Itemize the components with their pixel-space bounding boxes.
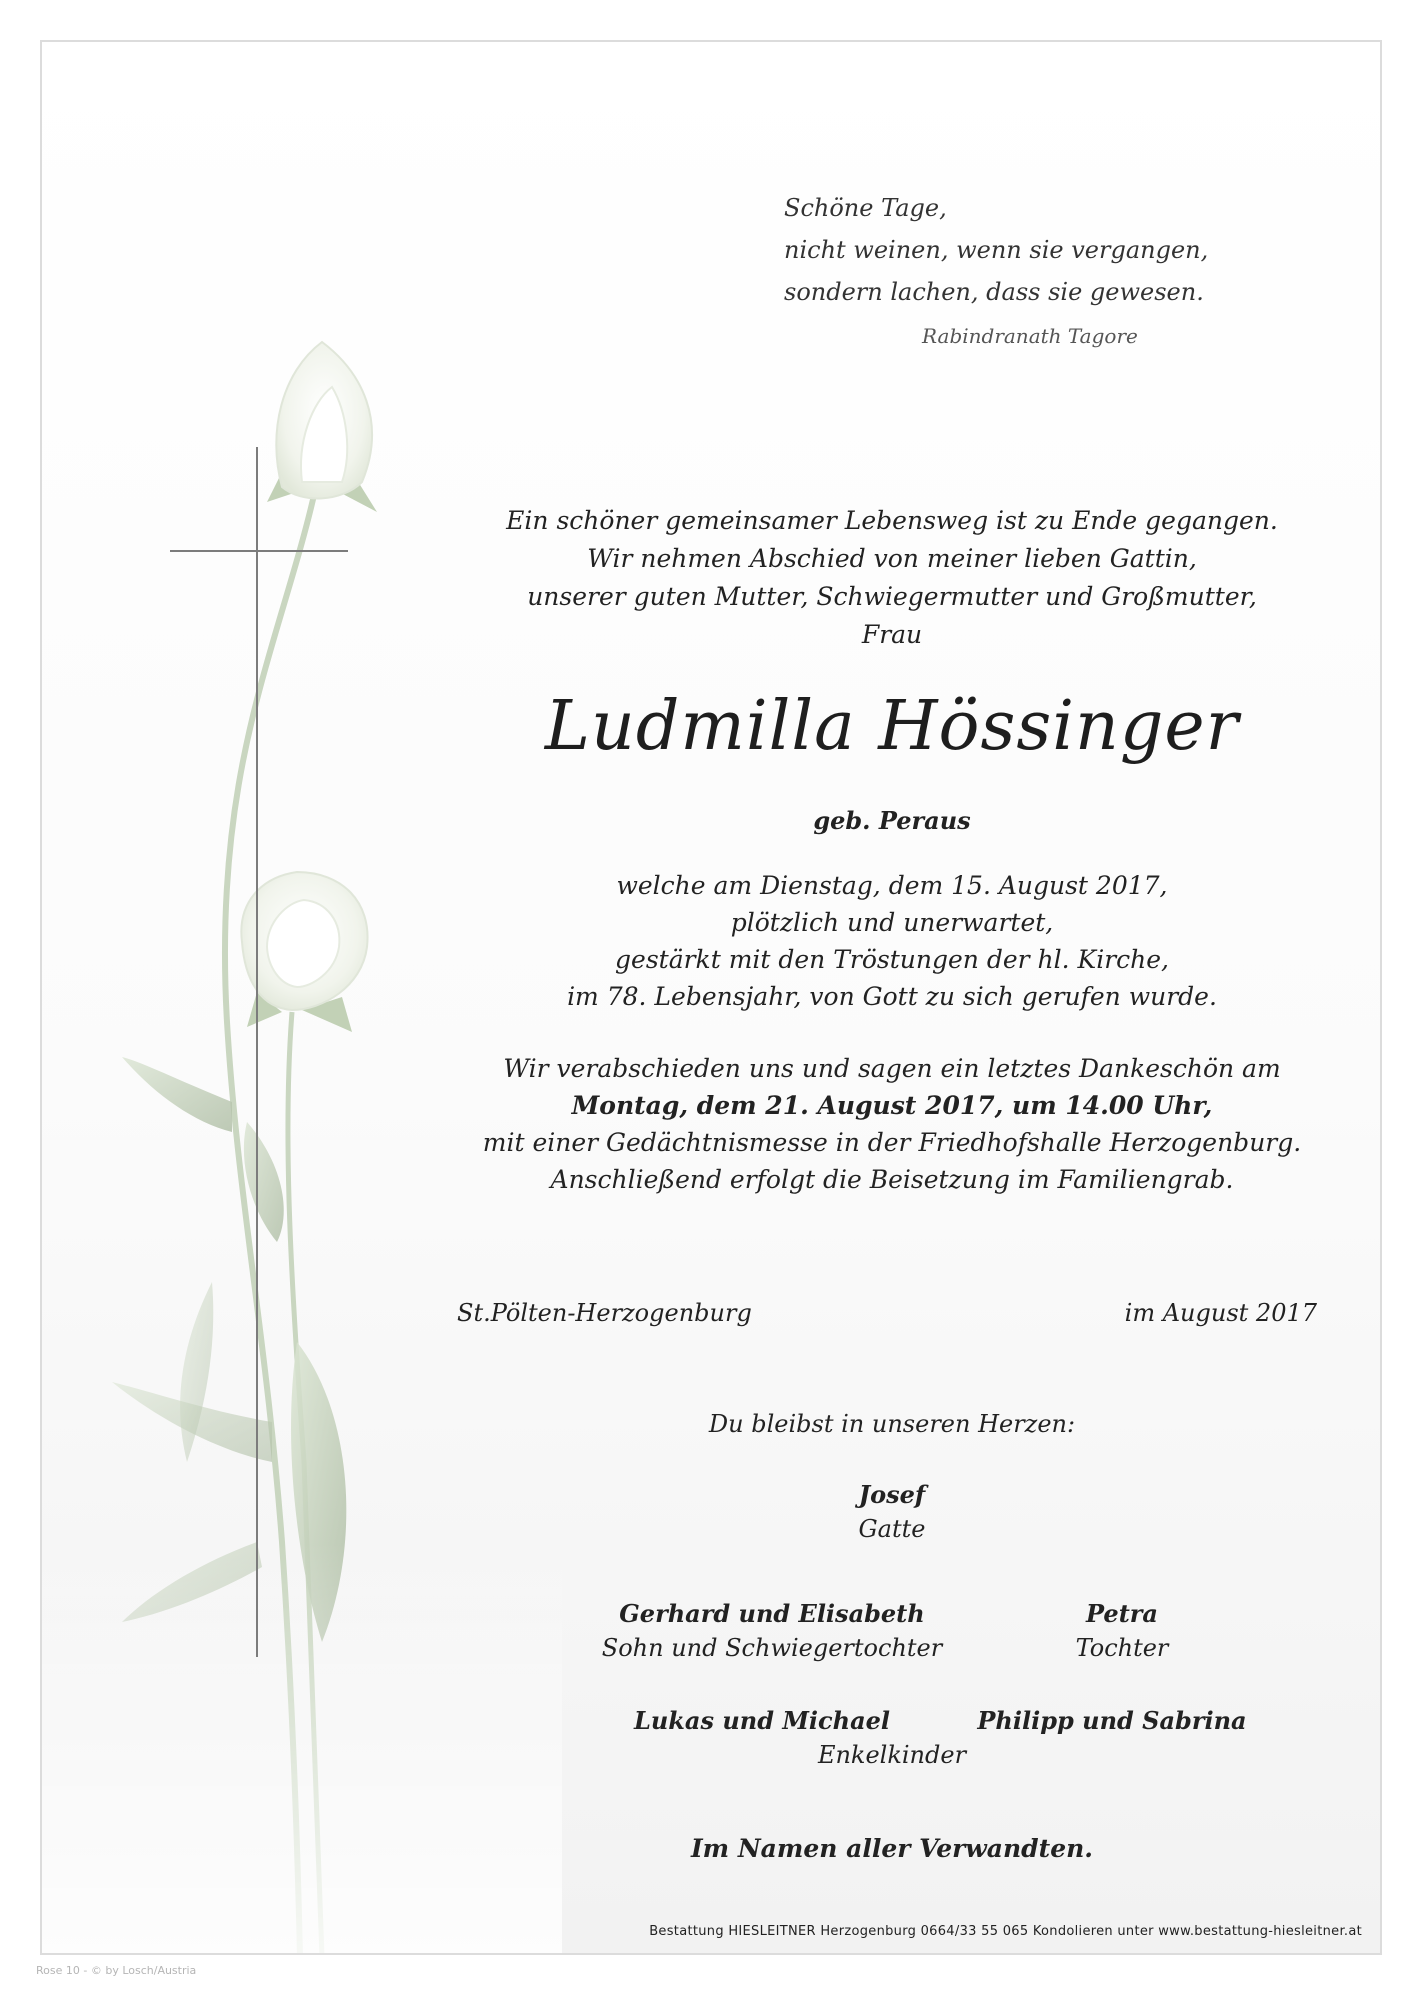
relative-husband bbox=[742, 1478, 1042, 1546]
death-notice bbox=[422, 867, 1362, 1015]
quote-line: Schöne Tage, bbox=[784, 194, 947, 222]
relative-relation: Gatte bbox=[858, 1515, 926, 1543]
death-line: welche am Dienstag, dem 15. August 2017, bbox=[616, 871, 1168, 900]
notice-date: im August 2017 bbox=[1124, 1299, 1317, 1327]
lower-rose-icon bbox=[241, 872, 367, 1032]
cross-bar bbox=[170, 550, 348, 552]
death-line: gestärkt mit den Tröstungen der hl. Kirche, bbox=[615, 945, 1169, 974]
quote-author: Rabindranath Tagore bbox=[922, 324, 1138, 348]
quote-line: nicht weinen, wenn sie vergangen, bbox=[784, 236, 1209, 264]
intro-line: unserer guten Mutter, Schwiegermutter und Großmutter, bbox=[527, 582, 1257, 611]
relative-name: Gerhard und Elisabeth bbox=[619, 1599, 925, 1628]
relative-name: Philipp und Sabrina bbox=[977, 1706, 1247, 1735]
relative-daughter bbox=[1022, 1597, 1222, 1665]
cross-icon bbox=[256, 447, 258, 1657]
relative-relation: Enkelkinder bbox=[817, 1741, 967, 1769]
relative-relation: Tochter bbox=[1075, 1634, 1169, 1662]
place: St.Pölten-Herzogenburg bbox=[457, 1299, 752, 1327]
quote-line: sondern lachen, dass sie gewesen. bbox=[784, 278, 1204, 306]
deceased-name: Ludmilla Hössinger bbox=[544, 687, 1240, 766]
death-line: im 78. Lebensjahr, von Gott zu sich gerufen wurde. bbox=[567, 982, 1217, 1011]
relative-name: Petra bbox=[1086, 1599, 1158, 1628]
relative-son bbox=[582, 1597, 962, 1665]
relative-relation: Sohn und Schwiegertochter bbox=[601, 1634, 943, 1662]
ceremony-line: mit einer Gedächtnismesse in der Friedhofshalle Herzogenburg. bbox=[482, 1128, 1302, 1157]
closing-line: Im Namen aller Verwandten. bbox=[690, 1834, 1093, 1863]
hearts-line: Du bleibst in unseren Herzen: bbox=[708, 1410, 1076, 1438]
quote bbox=[784, 187, 1284, 313]
ceremony-date: Montag, dem 21. August 2017, um 14.00 Uhr, bbox=[571, 1091, 1213, 1120]
death-line: plötzlich und unerwartet, bbox=[730, 908, 1054, 937]
intro-line: Frau bbox=[861, 620, 923, 649]
relative-grandchildren-label bbox=[742, 1738, 1042, 1772]
ceremony-line: Wir verabschieden uns und sagen ein letztes Dankeschön am bbox=[503, 1054, 1281, 1083]
copyright-note: Rose 10 - © by Losch/Austria bbox=[36, 1964, 197, 1977]
upper-rose-icon bbox=[267, 342, 377, 512]
relative-name: Josef bbox=[858, 1480, 926, 1509]
obituary-card bbox=[40, 40, 1382, 1955]
relative-name: Lukas und Michael bbox=[633, 1706, 891, 1735]
relative-grandchildren-1 bbox=[612, 1704, 912, 1738]
intro-line: Ein schöner gemeinsamer Lebensweg ist zu Ende gegangen. bbox=[506, 506, 1278, 535]
undertaker-footer: Bestattung HIESLEITNER Herzogenburg 0664/33 55 065 Kondolieren unter www.bestattung-hiesleitner.at bbox=[649, 1924, 1362, 1939]
intro-line: Wir nehmen Abschied von meiner lieben Gattin, bbox=[587, 544, 1197, 573]
intro-text bbox=[422, 502, 1362, 654]
relative-grandchildren-2 bbox=[942, 1704, 1282, 1738]
ceremony-info bbox=[422, 1050, 1362, 1198]
birth-name: geb. Peraus bbox=[813, 806, 971, 835]
ceremony-line: Anschließend erfolgt die Beisetzung im Familiengrab. bbox=[550, 1165, 1234, 1194]
